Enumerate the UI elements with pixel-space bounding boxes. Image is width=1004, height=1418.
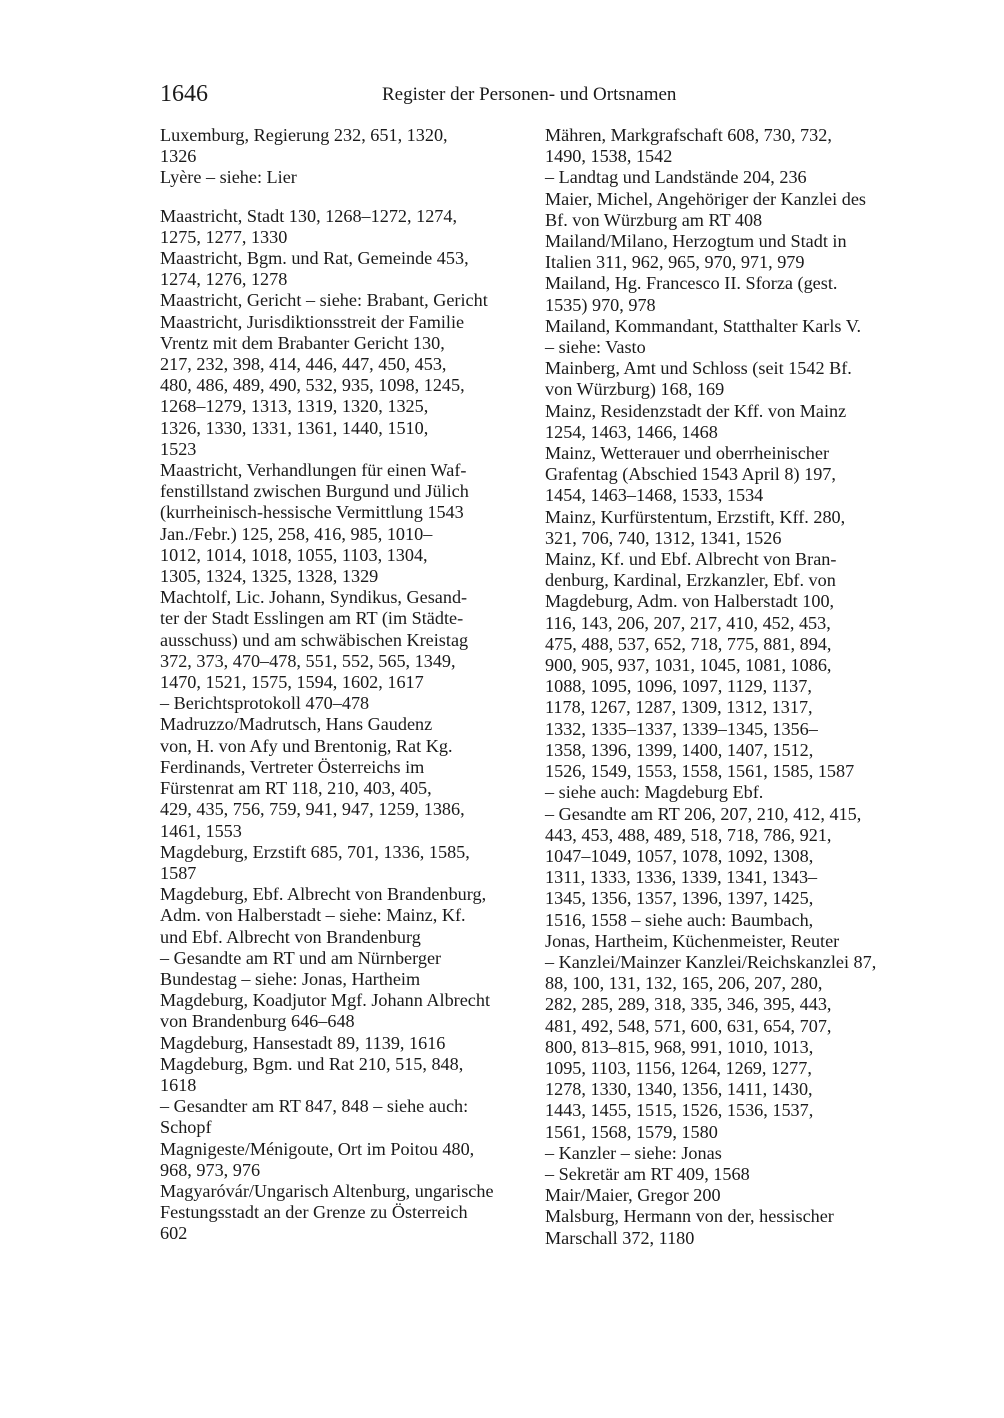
index-entry: [160, 1139, 528, 1181]
letter-section-gap: [160, 189, 528, 206]
entry-line: – Sekretär am RT 409, 1568: [545, 1163, 750, 1184]
entry-line: Maastricht, Verhandlungen für einen Waf-: [160, 460, 467, 481]
index-entry: [160, 884, 528, 948]
index-entry: [160, 1054, 528, 1096]
entry-line: Maastricht, Stadt 130, 1268–1272, 1274,: [160, 205, 458, 226]
index-entry: [545, 231, 915, 273]
entry-line: Luxemburg, Regierung 232, 651, 1320,: [160, 125, 448, 145]
entry-line: (kurrheinisch-hessische Vermittlung 1543: [160, 502, 464, 523]
entry-line: Italien 311, 962, 965, 970, 971, 979: [545, 252, 805, 273]
index-entry: [160, 693, 528, 714]
entry-line: 475, 488, 537, 652, 718, 775, 881, 894,: [545, 633, 832, 654]
entry-line: – Gesandter am RT 847, 848 – siehe auch:: [160, 1096, 469, 1117]
entry-line: fenstillstand zwischen Burgund und Jülich: [160, 481, 469, 502]
index-subentry: [160, 1096, 528, 1138]
entry-line: 1088, 1095, 1096, 1097, 1129, 1137,: [545, 676, 812, 697]
entry-line: Magdeburg, Hansestadt 89, 1139, 1616: [160, 1032, 446, 1053]
entry-line: Magdeburg, Adm. von Halberstadt 100,: [545, 591, 835, 612]
index-entry: [160, 990, 528, 1032]
entry-line: Grafentag (Abschied 1543 April 8) 197,: [545, 464, 836, 485]
running-title: Register der Personen- und Ortsnamen: [382, 84, 677, 105]
index-entry: [160, 842, 528, 884]
entry-line: ausschuss) und am schwäbischen Kreistag: [160, 629, 469, 650]
index-entry: [545, 443, 915, 507]
entry-line: ter der Stadt Esslingen am RT (im Städte-: [160, 608, 464, 629]
entry-line: Festungsstadt an der Grenze zu Österreich: [160, 1202, 468, 1223]
index-column-right: [545, 125, 915, 1249]
entry-line: 480, 486, 489, 490, 532, 935, 1098, 1245,: [160, 375, 465, 396]
entry-line: – siehe: Vasto: [545, 337, 646, 358]
entry-line: – Berichtsprotokoll 470–478: [160, 693, 370, 714]
entry-line: Mainz, Kurfürstentum, Erzstift, Kff. 280,: [545, 506, 846, 527]
entry-line: 116, 143, 206, 207, 217, 410, 452, 453,: [545, 612, 831, 633]
entry-line: 1535) 970, 978: [545, 294, 656, 315]
entry-line: Madruzzo/Madrutsch, Hans Gaudenz: [160, 714, 433, 735]
entry-line: 800, 813–815, 968, 991, 1010, 1013,: [545, 1036, 814, 1057]
entry-line: Lyère – siehe: Lier: [160, 167, 297, 188]
entry-line: 1587: [160, 862, 197, 883]
entry-line: – Kanzlei/Mainzer Kanzlei/Reichskanzlei 87,: [545, 951, 877, 972]
entry-line: Mähren, Markgrafschaft 608, 730, 732,: [545, 125, 832, 145]
entry-line: 968, 973, 976: [160, 1159, 261, 1180]
entry-line: 217, 232, 398, 414, 446, 447, 450, 453,: [160, 354, 447, 375]
entry-line: Mainz, Kf. und Ebf. Albrecht von Bran-: [545, 549, 837, 570]
entry-line: 481, 492, 548, 571, 600, 631, 654, 707,: [545, 1015, 832, 1036]
index-entry: [545, 1185, 915, 1206]
entry-line: 1274, 1276, 1278: [160, 269, 288, 290]
entry-line: 1326, 1330, 1331, 1361, 1440, 1510,: [160, 417, 429, 438]
index-entry: [545, 507, 915, 549]
entry-line: – siehe auch: Magdeburg Ebf.: [545, 782, 764, 803]
index-column-left: [160, 125, 528, 1245]
entry-line: 1178, 1267, 1287, 1309, 1312, 1317,: [545, 697, 813, 718]
entry-line: Magdeburg, Ebf. Albrecht von Brandenburg,: [160, 884, 487, 905]
entry-line: Machtolf, Lic. Johann, Syndikus, Gesand-: [160, 587, 468, 608]
entry-line: Mailand, Hg. Francesco II. Sforza (gest.: [545, 273, 838, 294]
index-entry: [160, 1033, 528, 1054]
entry-line: 1561, 1568, 1579, 1580: [545, 1121, 718, 1142]
index-entry: [160, 312, 528, 460]
entry-line: Mainberg, Amt und Schloss (seit 1542 Bf.: [545, 358, 852, 379]
entry-line: Mainz, Wetterauer und oberrheinischer: [545, 443, 830, 464]
entry-line: 1526, 1549, 1553, 1558, 1561, 1585, 1587: [545, 761, 855, 782]
entry-line: Maier, Michel, Angehöriger der Kanzlei des: [545, 188, 866, 209]
entry-line: 1332, 1335–1337, 1339–1345, 1356–: [545, 718, 818, 739]
index-entry: [545, 358, 915, 400]
entry-line: Vrentz mit dem Brabanter Gericht 130,: [160, 332, 445, 353]
entry-line: Adm. von Halberstadt – siehe: Mainz, Kf.: [160, 905, 466, 926]
entry-line: Magdeburg, Koadjutor Mgf. Johann Albrecht: [160, 990, 491, 1011]
entry-line: 1516, 1558 – siehe auch: Baumbach,: [545, 909, 814, 930]
entry-line: von Würzburg) 168, 169: [545, 379, 725, 400]
entry-line: und Ebf. Albrecht von Brandenburg: [160, 926, 421, 947]
entry-line: Mainz, Residenzstadt der Kff. von Mainz: [545, 400, 847, 421]
entry-line: Fürstenrat am RT 118, 210, 403, 405,: [160, 778, 432, 799]
entry-line: Maastricht, Bgm. und Rat, Gemeinde 453,: [160, 248, 469, 269]
entry-line: Mailand, Kommandant, Statthalter Karls V.: [545, 315, 862, 336]
index-entry: [160, 206, 528, 248]
entry-line: 443, 453, 488, 489, 518, 718, 786, 921,: [545, 824, 832, 845]
entry-line: – Gesandte am RT 206, 207, 210, 412, 415,: [545, 803, 862, 824]
entry-line: 1443, 1455, 1515, 1526, 1536, 1537,: [545, 1100, 814, 1121]
entry-line: 321, 706, 740, 1312, 1341, 1526: [545, 527, 782, 548]
entry-line: denburg, Kardinal, Erzkanzler, Ebf. von: [545, 570, 836, 591]
index-entry: [545, 1206, 915, 1248]
entry-line: 1345, 1356, 1357, 1396, 1397, 1425,: [545, 888, 814, 909]
entry-line: 1358, 1396, 1399, 1400, 1407, 1512,: [545, 739, 814, 760]
entry-line: Magdeburg, Bgm. und Rat 210, 515, 848,: [160, 1053, 464, 1074]
index-entry: [545, 125, 915, 167]
index-subentry: [545, 804, 915, 952]
entry-line: 1461, 1553: [160, 820, 242, 841]
entry-line: 1254, 1463, 1466, 1468: [545, 421, 718, 442]
index-entry: [160, 125, 528, 167]
entry-line: 1268–1279, 1313, 1319, 1320, 1325,: [160, 396, 429, 417]
entry-line: von Brandenburg 646–648: [160, 1011, 355, 1032]
index-entry: [545, 401, 915, 443]
index-entry: [160, 587, 528, 693]
index-entry: [545, 549, 915, 803]
index-entry: [545, 273, 915, 315]
entry-line: Ferdinands, Vertreter Österreichs im: [160, 756, 425, 777]
entry-line: 372, 373, 470–478, 551, 552, 565, 1349,: [160, 650, 456, 671]
index-entry: [160, 290, 528, 311]
index-entry: [160, 714, 528, 841]
entry-line: Jonas, Hartheim, Küchenmeister, Reuter: [545, 930, 840, 951]
entry-line: 1311, 1333, 1336, 1339, 1341, 1343–: [545, 867, 818, 888]
entry-line: von, H. von Afy und Brentonig, Rat Kg.: [160, 735, 453, 756]
entry-line: 1047–1049, 1057, 1078, 1092, 1308,: [545, 845, 814, 866]
index-subentry: [545, 952, 915, 1143]
index-entry: [160, 1181, 528, 1245]
entry-line: 1012, 1014, 1018, 1055, 1103, 1304,: [160, 544, 428, 565]
index-entry: [545, 1164, 915, 1185]
entry-line: Mailand/Milano, Herzogtum und Stadt in: [545, 231, 847, 252]
entry-line: – Gesandte am RT und am Nürnberger: [160, 947, 442, 968]
entry-line: Schopf: [160, 1117, 212, 1138]
entry-line: 1470, 1521, 1575, 1594, 1602, 1617: [160, 672, 424, 693]
page-header: [160, 80, 850, 110]
entry-line: 1490, 1538, 1542: [545, 146, 673, 167]
entry-line: Bf. von Würzburg am RT 408: [545, 209, 763, 230]
entry-line: Maastricht, Gericht – siehe: Brabant, Gericht: [160, 290, 488, 311]
page-number: 1646: [160, 81, 208, 107]
index-entry: [545, 189, 915, 231]
index-entry: [545, 167, 915, 188]
entry-line: Magyaróvár/Ungarisch Altenburg, ungarische: [160, 1180, 494, 1201]
entry-line: Jan./Febr.) 125, 258, 416, 985, 1010–: [160, 523, 433, 544]
entry-line: 900, 905, 937, 1031, 1045, 1081, 1086,: [545, 655, 832, 676]
entry-line: Maastricht, Jurisdiktionsstreit der Familie: [160, 311, 465, 332]
index-entry: [545, 1143, 915, 1164]
entry-line: 602: [160, 1223, 188, 1244]
entry-line: Mair/Maier, Gregor 200: [545, 1185, 721, 1206]
index-subentry: [160, 948, 528, 990]
entry-line: Malsburg, Hermann von der, hessischer: [545, 1206, 834, 1227]
entry-line: 1523: [160, 438, 197, 459]
entry-line: Bundestag – siehe: Jonas, Hartheim: [160, 968, 421, 989]
entry-line: 1618: [160, 1074, 197, 1095]
entry-line: 1454, 1463–1468, 1533, 1534: [545, 485, 764, 506]
index-entry: [160, 167, 528, 188]
entry-line: – Landtag und Landstände 204, 236: [545, 167, 807, 188]
entry-line: 1095, 1103, 1156, 1264, 1269, 1277,: [545, 1057, 812, 1078]
entry-line: 88, 100, 131, 132, 165, 206, 207, 280,: [545, 973, 823, 994]
index-entry: [160, 460, 528, 587]
entry-line: Marschall 372, 1180: [545, 1227, 695, 1248]
index-entry: [545, 316, 915, 358]
entry-line: 1326: [160, 146, 197, 167]
entry-line: 1275, 1277, 1330: [160, 226, 288, 247]
entry-line: 1305, 1324, 1325, 1328, 1329: [160, 566, 379, 587]
entry-line: Magnigeste/Ménigoute, Ort im Poitou 480,: [160, 1138, 475, 1159]
entry-line: – Kanzler – siehe: Jonas: [545, 1142, 722, 1163]
entry-line: Magdeburg, Erzstift 685, 701, 1336, 1585,: [160, 841, 470, 862]
entry-line: 282, 285, 289, 318, 335, 346, 395, 443,: [545, 994, 832, 1015]
index-entry: [160, 248, 528, 290]
entry-line: 429, 435, 756, 759, 941, 947, 1259, 1386,: [160, 799, 465, 820]
entry-line: 1278, 1330, 1340, 1356, 1411, 1430,: [545, 1079, 813, 1100]
